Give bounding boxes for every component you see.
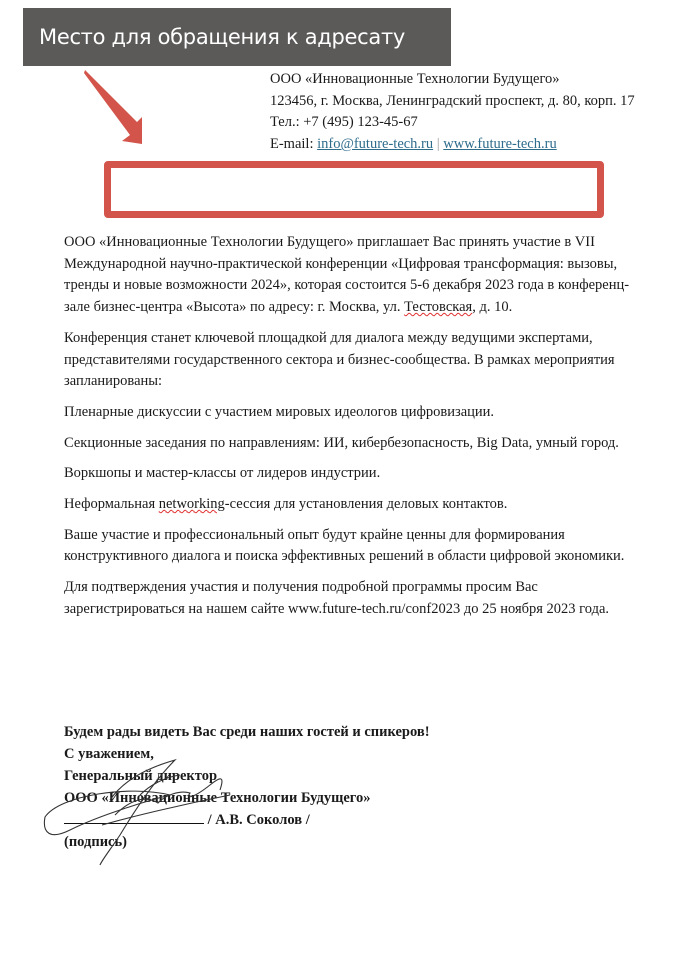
email-label: E-mail: xyxy=(270,136,318,153)
contact-separator: | xyxy=(433,136,444,153)
letterhead-phone: Тел.: +7 (495) 123-45-67 xyxy=(270,114,418,131)
paragraph-workshops: Воркшопы и мастер-классы от лидеров индустрии. xyxy=(64,465,381,482)
paragraph-networking xyxy=(64,494,654,516)
paragraph-text: ООО «Инновационные Технологии Будущего» приглашает Вас принять участие в VII Международной научно-практической конференции «Цифровая трансформация: вызовы, тренды и новые возможности 2024», которая состоится 5-6 декабря 2023 года в конференц-зале бизнес-центра «Высота» по адресу: г. Москва, ул. xyxy=(64,234,630,316)
misspelled-word: networking xyxy=(158,496,225,513)
closing-company: ООО «Инновационные Технологии Будущего» xyxy=(64,790,371,806)
closing-position: Генеральный директор xyxy=(64,768,218,784)
annotation-banner-text: Место для обращения к адресату xyxy=(39,25,406,49)
letterhead-address: 123456, г. Москва, Ленинградский проспект, д. 80, корп. 17 xyxy=(270,92,635,109)
letter-body xyxy=(64,232,654,630)
paragraph-text: , д. 10. xyxy=(472,299,513,316)
annotation-banner xyxy=(23,8,451,66)
letterhead xyxy=(270,69,635,156)
paragraph-plenary: Пленарные дискуссии с участием мировых идеологов цифровизации. xyxy=(64,403,495,420)
paragraph-invitation xyxy=(64,232,654,319)
closing-regards: С уважением, xyxy=(64,746,154,762)
signer-name: / А.В. Соколов / xyxy=(207,812,310,828)
misspelled-word: Тестовская xyxy=(404,299,473,316)
paragraph-value: Ваше участие и профессиональный опыт будут крайне ценны для формирования конструктивного диалога и поиска эффективных решений в области цифровой экономики. xyxy=(64,526,625,565)
annotation-arrow-icon xyxy=(80,65,170,155)
paragraph-sections: Секционные заседания по направлениям: ИИ, кибербезопасность, Big Data, умный город. xyxy=(64,434,619,451)
closing-greeting: Будем рады видеть Вас среди наших гостей и спикеров! xyxy=(64,724,430,740)
paragraph-text: Неформальная xyxy=(64,496,159,513)
paragraph-conference: Конференция станет ключевой площадкой для диалога между ведущими экспертами, представителями государственного сектора и бизнес-сообщества. В рамках мероприятия запланированы: xyxy=(64,329,615,390)
addressee-placeholder-box xyxy=(104,161,604,218)
paragraph-registration: Для подтверждения участия и получения подробной программы просим Вас зарегистрироваться на нашем сайте www.future-tech.ru/conf2023 до 25 ноября 2023 года. xyxy=(64,579,610,617)
signature-underline xyxy=(64,809,204,824)
paragraph-text: -сессия для установления деловых контактов. xyxy=(224,496,508,513)
letter-closing xyxy=(64,721,430,853)
letterhead-company: ООО «Инновационные Технологии Будущего» xyxy=(270,71,560,87)
email-link[interactable]: info@future-tech.ru xyxy=(317,136,434,153)
signature-caption: (подпись) xyxy=(64,834,127,850)
signature-line xyxy=(64,809,430,831)
letterhead-contacts xyxy=(270,134,635,156)
website-link[interactable]: www.future-tech.ru xyxy=(443,136,557,153)
